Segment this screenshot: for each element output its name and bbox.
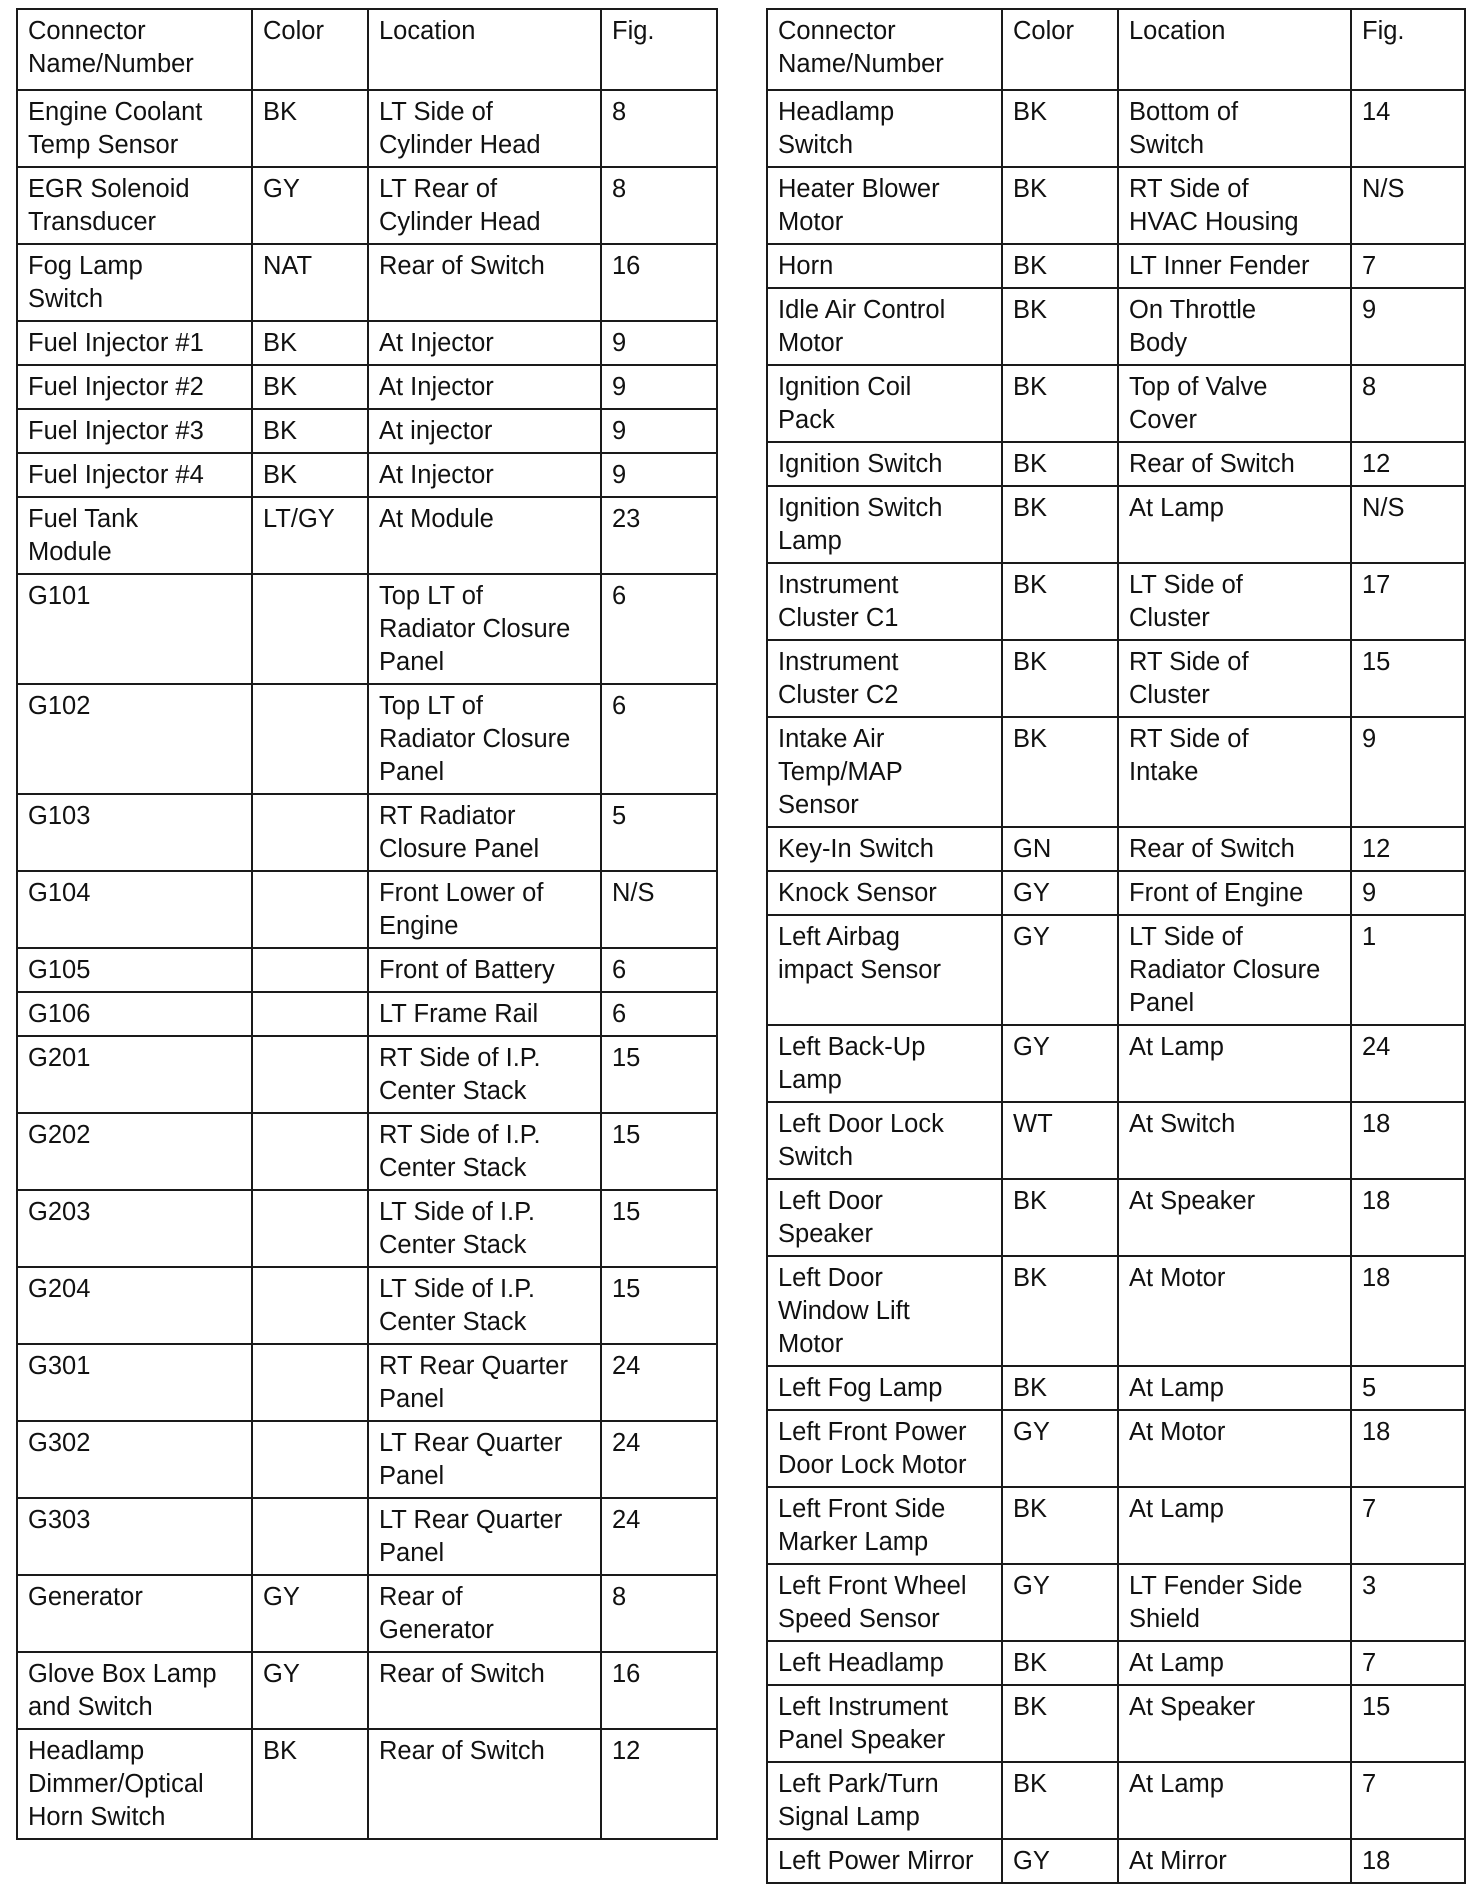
- cell-connector-name: Intake Air Temp/MAP Sensor: [767, 717, 1002, 827]
- table-row: [767, 1762, 1465, 1839]
- table-row: [767, 244, 1465, 288]
- cell-fig: 9: [1351, 871, 1465, 915]
- cell-connector-name: G201: [17, 1036, 252, 1113]
- cell-color: BK: [1002, 640, 1118, 717]
- cell-color: [252, 794, 368, 871]
- cell-location: LT Side of Cylinder Head: [368, 90, 601, 167]
- cell-connector-name: Knock Sensor: [767, 871, 1002, 915]
- cell-connector-name: G203: [17, 1190, 252, 1267]
- cell-location: At Lamp: [1118, 1025, 1351, 1102]
- cell-fig: N/S: [1351, 167, 1465, 244]
- cell-fig: 5: [601, 794, 717, 871]
- table-row: [767, 1564, 1465, 1641]
- cell-connector-name: G106: [17, 992, 252, 1036]
- connector-table-right: [766, 8, 1466, 1884]
- cell-location: At Motor: [1118, 1410, 1351, 1487]
- cell-connector-name: Left Airbag impact Sensor: [767, 915, 1002, 1025]
- cell-location: At injector: [368, 409, 601, 453]
- cell-connector-name: Key-In Switch: [767, 827, 1002, 871]
- cell-color: BK: [252, 409, 368, 453]
- cell-fig: 7: [1351, 1641, 1465, 1685]
- cell-color: [252, 1498, 368, 1575]
- table-row: [17, 684, 717, 794]
- cell-connector-name: Left Park/Turn Signal Lamp: [767, 1762, 1002, 1839]
- table-row: [17, 1421, 717, 1498]
- cell-color: BK: [1002, 288, 1118, 365]
- cell-fig: 14: [1351, 90, 1465, 167]
- cell-fig: 16: [601, 1652, 717, 1729]
- cell-color: NAT: [252, 244, 368, 321]
- cell-connector-name: Headlamp Switch: [767, 90, 1002, 167]
- cell-fig: 9: [601, 365, 717, 409]
- table-row: [767, 640, 1465, 717]
- table-row: [17, 1575, 717, 1652]
- cell-location: At Injector: [368, 453, 601, 497]
- table-row: [767, 1839, 1465, 1883]
- cell-connector-name: Engine Coolant Temp Sensor: [17, 90, 252, 167]
- cell-color: BK: [1002, 1641, 1118, 1685]
- cell-fig: N/S: [1351, 486, 1465, 563]
- cell-location: Top LT of Radiator Closure Panel: [368, 574, 601, 684]
- cell-color: [252, 1344, 368, 1421]
- header-location: Location: [368, 9, 601, 90]
- cell-location: LT Rear of Cylinder Head: [368, 167, 601, 244]
- cell-color: GY: [252, 1652, 368, 1729]
- cell-location: At Lamp: [1118, 1487, 1351, 1564]
- cell-connector-name: Ignition Switch Lamp: [767, 486, 1002, 563]
- table-row: [17, 948, 717, 992]
- cell-connector-name: G302: [17, 1421, 252, 1498]
- cell-fig: 7: [1351, 1487, 1465, 1564]
- cell-fig: 15: [1351, 640, 1465, 717]
- cell-color: BK: [252, 321, 368, 365]
- cell-connector-name: G101: [17, 574, 252, 684]
- table-row: [767, 1410, 1465, 1487]
- cell-connector-name: Headlamp Dimmer/Optical Horn Switch: [17, 1729, 252, 1839]
- header-connector-name: Connector Name/Number: [17, 9, 252, 90]
- cell-connector-name: Glove Box Lamp and Switch: [17, 1652, 252, 1729]
- cell-connector-name: Horn: [767, 244, 1002, 288]
- cell-location: On Throttle Body: [1118, 288, 1351, 365]
- cell-connector-name: G301: [17, 1344, 252, 1421]
- table-row: [767, 717, 1465, 827]
- cell-location: At Motor: [1118, 1256, 1351, 1366]
- cell-location: Bottom of Switch: [1118, 90, 1351, 167]
- cell-location: LT Frame Rail: [368, 992, 601, 1036]
- table-row: [17, 453, 717, 497]
- cell-connector-name: Fog Lamp Switch: [17, 244, 252, 321]
- cell-connector-name: Left Back-Up Lamp: [767, 1025, 1002, 1102]
- cell-color: [252, 1421, 368, 1498]
- cell-fig: 15: [601, 1190, 717, 1267]
- cell-color: BK: [252, 90, 368, 167]
- cell-connector-name: Instrument Cluster C2: [767, 640, 1002, 717]
- cell-connector-name: Left Headlamp: [767, 1641, 1002, 1685]
- cell-color: [252, 1190, 368, 1267]
- cell-fig: 8: [1351, 365, 1465, 442]
- table-row: [17, 992, 717, 1036]
- table-row: [17, 1267, 717, 1344]
- table-row: [17, 321, 717, 365]
- header-location: Location: [1118, 9, 1351, 90]
- table-row: [767, 486, 1465, 563]
- table-row: [17, 167, 717, 244]
- table-row: [767, 1256, 1465, 1366]
- cell-location: RT Side of Cluster: [1118, 640, 1351, 717]
- table-row: [767, 1179, 1465, 1256]
- header-connector-name: Connector Name/Number: [767, 9, 1002, 90]
- cell-color: BK: [1002, 90, 1118, 167]
- cell-connector-name: Left Front Wheel Speed Sensor: [767, 1564, 1002, 1641]
- cell-location: Top of Valve Cover: [1118, 365, 1351, 442]
- cell-fig: 18: [1351, 1410, 1465, 1487]
- cell-fig: 18: [1351, 1179, 1465, 1256]
- table-row: [17, 409, 717, 453]
- cell-fig: 12: [1351, 827, 1465, 871]
- cell-color: [252, 574, 368, 684]
- table-row: [767, 1685, 1465, 1762]
- cell-connector-name: G303: [17, 1498, 252, 1575]
- cell-location: LT Side of I.P. Center Stack: [368, 1267, 601, 1344]
- table-row: [767, 1641, 1465, 1685]
- cell-fig: 8: [601, 167, 717, 244]
- cell-fig: 12: [1351, 442, 1465, 486]
- cell-location: RT Rear Quarter Panel: [368, 1344, 601, 1421]
- cell-connector-name: Fuel Injector #2: [17, 365, 252, 409]
- table-row: [17, 871, 717, 948]
- cell-connector-name: G204: [17, 1267, 252, 1344]
- table-row: [767, 871, 1465, 915]
- cell-location: LT Side of Radiator Closure Panel: [1118, 915, 1351, 1025]
- cell-location: At Module: [368, 497, 601, 574]
- cell-color: BK: [1002, 365, 1118, 442]
- cell-color: BK: [1002, 1366, 1118, 1410]
- cell-fig: 9: [601, 453, 717, 497]
- cell-connector-name: Fuel Injector #1: [17, 321, 252, 365]
- cell-fig: 15: [601, 1036, 717, 1113]
- cell-color: BK: [252, 1729, 368, 1839]
- cell-fig: 18: [1351, 1839, 1465, 1883]
- cell-connector-name: Left Door Window Lift Motor: [767, 1256, 1002, 1366]
- cell-color: [252, 992, 368, 1036]
- cell-fig: 3: [1351, 1564, 1465, 1641]
- table-row: [767, 365, 1465, 442]
- table-row: [767, 90, 1465, 167]
- header-color: Color: [1002, 9, 1118, 90]
- cell-location: RT Radiator Closure Panel: [368, 794, 601, 871]
- connector-table-left: [16, 8, 718, 1840]
- table-body-left: [17, 90, 717, 1839]
- cell-connector-name: Left Front Side Marker Lamp: [767, 1487, 1002, 1564]
- cell-fig: 18: [1351, 1102, 1465, 1179]
- table-row: [17, 1498, 717, 1575]
- cell-connector-name: Left Power Mirror: [767, 1839, 1002, 1883]
- cell-connector-name: Generator: [17, 1575, 252, 1652]
- table-row: [17, 90, 717, 167]
- cell-color: BK: [252, 365, 368, 409]
- cell-fig: 9: [601, 409, 717, 453]
- cell-color: BK: [1002, 486, 1118, 563]
- cell-connector-name: G105: [17, 948, 252, 992]
- table-row: [17, 1729, 717, 1839]
- cell-color: BK: [1002, 1179, 1118, 1256]
- cell-fig: 6: [601, 948, 717, 992]
- cell-connector-name: Instrument Cluster C1: [767, 563, 1002, 640]
- cell-color: GY: [252, 1575, 368, 1652]
- cell-fig: 16: [601, 244, 717, 321]
- cell-location: At Injector: [368, 321, 601, 365]
- cell-fig: 6: [601, 992, 717, 1036]
- cell-location: At Lamp: [1118, 486, 1351, 563]
- cell-connector-name: Ignition Switch: [767, 442, 1002, 486]
- table-row: [767, 915, 1465, 1025]
- cell-fig: 24: [601, 1498, 717, 1575]
- cell-color: LT/GY: [252, 497, 368, 574]
- table-header-row: [17, 9, 717, 90]
- cell-location: Rear of Generator: [368, 1575, 601, 1652]
- cell-color: [252, 1267, 368, 1344]
- cell-location: RT Side of HVAC Housing: [1118, 167, 1351, 244]
- cell-connector-name: Heater Blower Motor: [767, 167, 1002, 244]
- table-row: [17, 365, 717, 409]
- cell-location: LT Fender Side Shield: [1118, 1564, 1351, 1641]
- cell-fig: 8: [601, 90, 717, 167]
- cell-location: LT Rear Quarter Panel: [368, 1421, 601, 1498]
- table-row: [17, 1036, 717, 1113]
- cell-location: LT Side of Cluster: [1118, 563, 1351, 640]
- cell-color: BK: [1002, 1256, 1118, 1366]
- cell-color: BK: [1002, 167, 1118, 244]
- cell-fig: 18: [1351, 1256, 1465, 1366]
- cell-color: BK: [1002, 717, 1118, 827]
- cell-connector-name: Fuel Injector #4: [17, 453, 252, 497]
- table-row: [17, 1652, 717, 1729]
- cell-connector-name: G104: [17, 871, 252, 948]
- cell-location: Front Lower of Engine: [368, 871, 601, 948]
- cell-fig: 17: [1351, 563, 1465, 640]
- cell-connector-name: G102: [17, 684, 252, 794]
- cell-color: GY: [1002, 1025, 1118, 1102]
- cell-location: At Lamp: [1118, 1641, 1351, 1685]
- cell-color: GN: [1002, 827, 1118, 871]
- cell-fig: 24: [601, 1421, 717, 1498]
- cell-color: BK: [252, 453, 368, 497]
- header-color: Color: [252, 9, 368, 90]
- cell-fig: 8: [601, 1575, 717, 1652]
- table-row: [17, 574, 717, 684]
- table-row: [17, 244, 717, 321]
- cell-location: Rear of Switch: [368, 1729, 601, 1839]
- cell-color: [252, 948, 368, 992]
- cell-connector-name: Left Front Power Door Lock Motor: [767, 1410, 1002, 1487]
- cell-location: LT Rear Quarter Panel: [368, 1498, 601, 1575]
- cell-fig: 7: [1351, 1762, 1465, 1839]
- cell-fig: N/S: [601, 871, 717, 948]
- cell-fig: 9: [601, 321, 717, 365]
- cell-connector-name: EGR Solenoid Transducer: [17, 167, 252, 244]
- cell-connector-name: Ignition Coil Pack: [767, 365, 1002, 442]
- cell-location: Rear of Switch: [1118, 442, 1351, 486]
- cell-connector-name: Fuel Injector #3: [17, 409, 252, 453]
- cell-fig: 9: [1351, 288, 1465, 365]
- cell-fig: 24: [1351, 1025, 1465, 1102]
- header-fig: Fig.: [601, 9, 717, 90]
- table-row: [767, 827, 1465, 871]
- cell-location: RT Side of I.P. Center Stack: [368, 1113, 601, 1190]
- cell-color: GY: [252, 167, 368, 244]
- table-row: [17, 1113, 717, 1190]
- table-row: [767, 1102, 1465, 1179]
- cell-location: At Injector: [368, 365, 601, 409]
- cell-color: [252, 1113, 368, 1190]
- cell-color: BK: [1002, 1762, 1118, 1839]
- cell-fig: 9: [1351, 717, 1465, 827]
- cell-connector-name: Fuel Tank Module: [17, 497, 252, 574]
- cell-fig: 24: [601, 1344, 717, 1421]
- table-row: [17, 1344, 717, 1421]
- cell-color: [252, 1036, 368, 1113]
- cell-fig: 15: [601, 1267, 717, 1344]
- cell-location: At Lamp: [1118, 1366, 1351, 1410]
- table-row: [767, 1487, 1465, 1564]
- cell-location: At Lamp: [1118, 1762, 1351, 1839]
- cell-fig: 15: [601, 1113, 717, 1190]
- cell-connector-name: Left Instrument Panel Speaker: [767, 1685, 1002, 1762]
- table-body-right: [767, 90, 1465, 1883]
- cell-color: [252, 684, 368, 794]
- cell-location: Front of Engine: [1118, 871, 1351, 915]
- cell-fig: 6: [601, 574, 717, 684]
- cell-color: GY: [1002, 1410, 1118, 1487]
- cell-connector-name: Left Door Speaker: [767, 1179, 1002, 1256]
- cell-fig: 1: [1351, 915, 1465, 1025]
- cell-location: At Speaker: [1118, 1685, 1351, 1762]
- cell-fig: 15: [1351, 1685, 1465, 1762]
- table-row: [17, 794, 717, 871]
- cell-fig: 5: [1351, 1366, 1465, 1410]
- cell-location: Top LT of Radiator Closure Panel: [368, 684, 601, 794]
- cell-color: [252, 871, 368, 948]
- cell-connector-name: G103: [17, 794, 252, 871]
- table-row: [767, 442, 1465, 486]
- cell-location: At Mirror: [1118, 1839, 1351, 1883]
- cell-color: BK: [1002, 1685, 1118, 1762]
- table-row: [17, 497, 717, 574]
- cell-color: BK: [1002, 563, 1118, 640]
- cell-location: Front of Battery: [368, 948, 601, 992]
- cell-location: LT Inner Fender: [1118, 244, 1351, 288]
- table-row: [17, 1190, 717, 1267]
- cell-color: GY: [1002, 871, 1118, 915]
- cell-connector-name: G202: [17, 1113, 252, 1190]
- table-row: [767, 1366, 1465, 1410]
- cell-location: At Speaker: [1118, 1179, 1351, 1256]
- cell-connector-name: Left Fog Lamp: [767, 1366, 1002, 1410]
- cell-color: BK: [1002, 442, 1118, 486]
- cell-connector-name: Left Door Lock Switch: [767, 1102, 1002, 1179]
- cell-color: GY: [1002, 1564, 1118, 1641]
- cell-color: GY: [1002, 1839, 1118, 1883]
- table-header-row: [767, 9, 1465, 90]
- cell-color: GY: [1002, 915, 1118, 1025]
- cell-location: LT Side of I.P. Center Stack: [368, 1190, 601, 1267]
- table-row: [767, 563, 1465, 640]
- cell-fig: 7: [1351, 244, 1465, 288]
- cell-location: RT Side of Intake: [1118, 717, 1351, 827]
- table-row: [767, 288, 1465, 365]
- table-row: [767, 167, 1465, 244]
- cell-color: WT: [1002, 1102, 1118, 1179]
- cell-location: Rear of Switch: [1118, 827, 1351, 871]
- cell-color: BK: [1002, 244, 1118, 288]
- cell-location: Rear of Switch: [368, 244, 601, 321]
- header-fig: Fig.: [1351, 9, 1465, 90]
- cell-location: At Switch: [1118, 1102, 1351, 1179]
- cell-connector-name: Idle Air Control Motor: [767, 288, 1002, 365]
- cell-fig: 23: [601, 497, 717, 574]
- cell-color: BK: [1002, 1487, 1118, 1564]
- cell-fig: 6: [601, 684, 717, 794]
- table-row: [767, 1025, 1465, 1102]
- cell-location: RT Side of I.P. Center Stack: [368, 1036, 601, 1113]
- cell-location: Rear of Switch: [368, 1652, 601, 1729]
- cell-fig: 12: [601, 1729, 717, 1839]
